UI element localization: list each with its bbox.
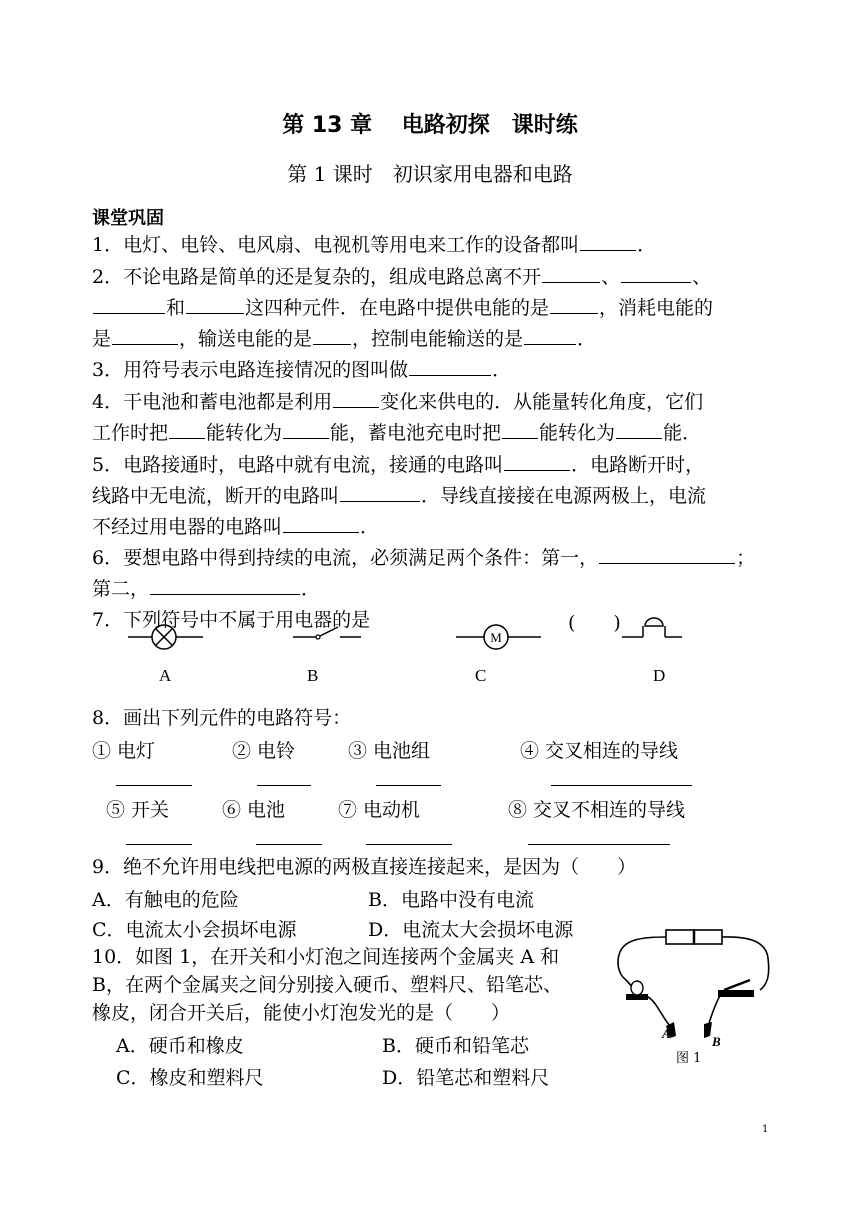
q8-text: 8．画出下列元件的电路符号：	[92, 707, 352, 729]
drawing-blank[interactable]	[126, 844, 192, 845]
q10-option-a[interactable]: A．硬币和橡皮	[116, 1035, 244, 1057]
question-3	[92, 357, 511, 382]
answer-blank[interactable]	[616, 420, 662, 439]
question-8	[92, 706, 351, 730]
answer-blank[interactable]	[340, 483, 420, 502]
answer-blank[interactable]	[283, 420, 329, 439]
q6-end: ．	[301, 578, 321, 600]
figure-caption: 图 1	[676, 1051, 702, 1066]
question-6-line-1	[92, 545, 755, 570]
item-switch: ⑤ 开关	[106, 799, 170, 821]
option-d-label: D	[653, 666, 666, 685]
q4-end: 能．	[663, 422, 702, 444]
q2-text: 2．不论电路是简单的还是复杂的，组成电路总离不开	[92, 266, 542, 288]
lesson-subtitle: 第 1 课时 初识家用电器和电路	[287, 162, 573, 186]
q10-option-b[interactable]: B．硬币和铅笔芯	[382, 1035, 529, 1057]
question-2-line-1	[92, 264, 711, 289]
q5-text: ．电路断开时，	[571, 454, 705, 476]
q6-text: 6．要想电路中得到持续的电流，必须满足两个条件：第一，	[92, 547, 599, 569]
answer-blank[interactable]	[550, 295, 598, 314]
q5-text: 不经过用电器的电路叫	[92, 516, 283, 538]
clip-a-label: A	[662, 1026, 671, 1041]
question-6-line-2	[92, 576, 320, 601]
question-5-line-3	[92, 514, 379, 539]
option-c-label: C	[475, 666, 487, 685]
q2-text: ，控制电能输送的是	[352, 328, 524, 350]
answer-blank[interactable]	[93, 295, 165, 314]
q9-option-d[interactable]: D．电流太大会损坏电源	[368, 919, 574, 941]
answer-blank[interactable]	[621, 264, 691, 283]
motor-symbol[interactable]	[456, 625, 541, 649]
q2-text: ，输送电能的是	[179, 328, 313, 350]
q4-text: 能转化为	[206, 422, 283, 444]
q3-text: 3．用符号表示电路连接情况的图叫做	[92, 359, 409, 381]
q1-text: 1．电灯、电铃、电风扇、电视机等用电来工作的设备都叫	[92, 234, 580, 256]
q10-option-c[interactable]: C．橡皮和塑料尺	[116, 1067, 264, 1089]
q2-text: 这四种元件．在电路中提供电能的是	[245, 297, 550, 319]
drawing-blank[interactable]	[366, 844, 452, 845]
answer-blank[interactable]	[313, 326, 351, 345]
question-10-line-3: 橡皮，闭合开关后，能使小灯泡发光的是（ ）	[92, 1002, 511, 1024]
q5-end: ．	[360, 516, 380, 538]
q4-text: 4．干电池和蓄电池都是利用	[92, 391, 333, 413]
circuit-figure	[600, 918, 780, 1048]
drawing-blank[interactable]	[257, 785, 311, 786]
item-unconnected-crossing-wires: ⑧ 交叉不相连的导线	[508, 799, 686, 821]
answer-blank[interactable]	[150, 576, 300, 595]
answer-blank[interactable]	[599, 545, 735, 564]
answer-blank[interactable]	[580, 232, 636, 251]
clip-b-label: B	[712, 1034, 721, 1048]
lamp-symbol[interactable]	[128, 625, 203, 649]
answer-blank[interactable]	[112, 326, 178, 345]
item-connected-crossing-wires: ④ 交叉相连的导线	[520, 740, 679, 762]
item-battery-pack: ③ 电池组	[348, 740, 431, 762]
q5-text: 线路中无电流，断开的电路叫	[92, 485, 340, 507]
q7-symbols	[0, 610, 860, 670]
q2-sep: 、	[692, 266, 712, 288]
option-a-label: A	[159, 666, 172, 685]
option-b-label: B	[307, 666, 319, 685]
question-2-line-2	[92, 295, 713, 320]
question-5-line-2	[92, 483, 706, 508]
question-2-line-3	[92, 326, 596, 351]
question-1	[92, 232, 656, 257]
section-heading: 课堂巩固	[92, 208, 164, 229]
drawing-blank[interactable]	[528, 844, 670, 845]
q7-text: 7．下列符号中不属于用电器的是	[92, 609, 371, 631]
q9-option-c[interactable]: C．电流太小会损坏电源	[92, 919, 297, 941]
motor-letter: M	[490, 630, 502, 645]
item-cell: ⑥ 电池	[222, 799, 286, 821]
drawing-blank[interactable]	[551, 785, 692, 786]
q6-text: 第二，	[92, 578, 150, 600]
q2-text: 是	[92, 328, 112, 350]
question-10-line-2: B，在两个金属夹之间分别接入硬币、塑料尺、铅笔芯、	[92, 974, 562, 996]
item-lamp: ① 电灯	[92, 740, 156, 762]
drawing-blank[interactable]	[256, 844, 322, 845]
bell-symbol[interactable]	[622, 618, 682, 637]
answer-blank[interactable]	[169, 420, 205, 439]
q9-text: 9．绝不允许用电线把电源的两极直接连接起来，是因为（ ）	[92, 856, 637, 878]
q9-option-b[interactable]: B．电路中没有电流	[368, 889, 534, 911]
answer-blank[interactable]	[186, 295, 244, 314]
page-number: 1	[762, 1124, 769, 1135]
answer-blank[interactable]	[542, 264, 600, 283]
answer-blank[interactable]	[409, 357, 491, 376]
page-title: 第 13 章 电路初探 课时练	[282, 113, 578, 138]
item-bell: ② 电铃	[232, 740, 296, 762]
q2-end: ．	[577, 328, 597, 350]
q4-text: 能转化为	[539, 422, 616, 444]
battery-pack-illustration	[666, 930, 722, 944]
answer-blank[interactable]	[502, 420, 538, 439]
answer-blank[interactable]	[283, 514, 359, 533]
question-9	[92, 855, 636, 879]
question-4-line-2	[92, 420, 701, 445]
answer-blank[interactable]	[504, 452, 570, 471]
q4-text: 变化来供电的．从能量转化角度，它们	[380, 391, 704, 413]
question-10-line-1: 10．如图 1，在开关和小灯泡之间连接两个金属夹 A 和	[92, 946, 560, 968]
q6-text: ；	[736, 547, 756, 569]
q10-option-d[interactable]: D．铅笔芯和塑料尺	[382, 1067, 550, 1089]
clip-b-illustration	[704, 1022, 712, 1038]
q4-text: 工作时把	[92, 422, 169, 444]
q2-text: ，消耗电能的	[599, 297, 714, 319]
q5-text: 5．电路接通时，电路中就有电流，接通的电路叫	[92, 454, 504, 476]
q2-sep: 、	[601, 266, 621, 288]
drawing-blank[interactable]	[376, 785, 441, 786]
item-motor: ⑦ 电动机	[338, 799, 421, 821]
drawing-blank[interactable]	[116, 785, 192, 786]
q2-text: 和	[166, 297, 186, 319]
q5-text: ．导线直接接在电源两极上，电流	[421, 485, 707, 507]
question-4-line-1	[92, 389, 703, 414]
answer-blank[interactable]	[333, 389, 379, 408]
q9-option-a[interactable]: A．有触电的危险	[92, 889, 239, 911]
switch-symbol[interactable]	[293, 627, 361, 639]
q3-end: ．	[492, 359, 512, 381]
switch-illustration	[718, 980, 754, 997]
answer-blank[interactable]	[524, 326, 576, 345]
q7-answer-bracket[interactable]: ( )	[568, 612, 621, 634]
q4-text: 能，蓄电池充电时把	[330, 422, 502, 444]
q1-end: ．	[637, 234, 657, 256]
question-5-line-1	[92, 452, 704, 477]
